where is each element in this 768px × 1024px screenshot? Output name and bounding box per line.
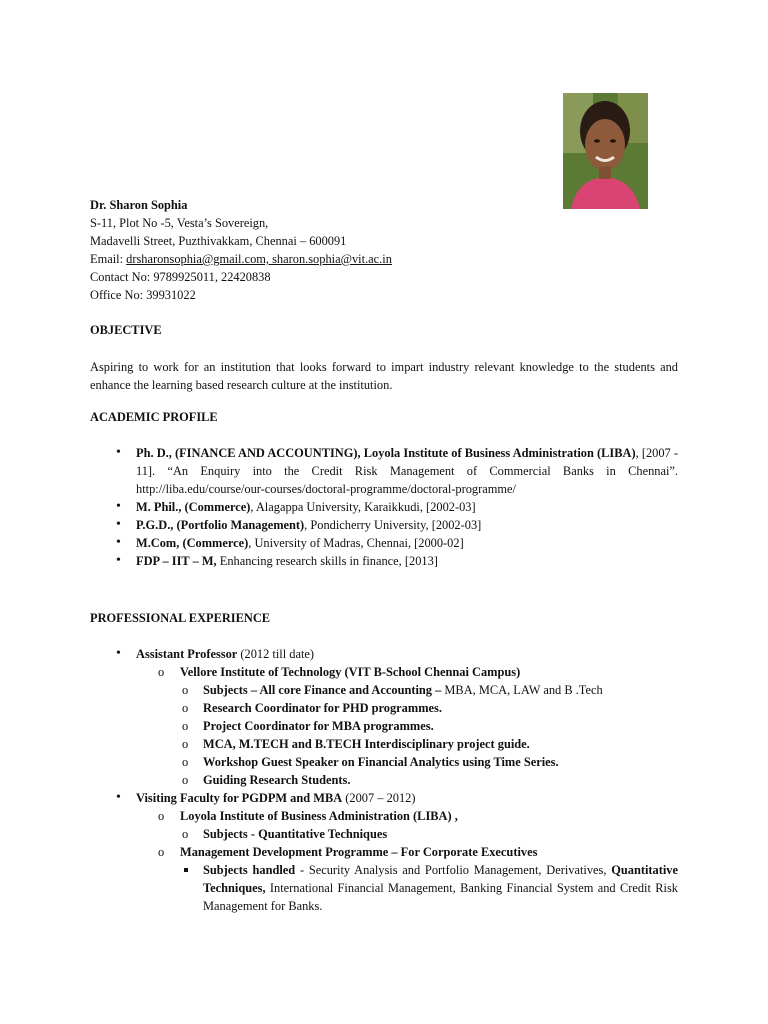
circle-bullet-icon: o	[182, 755, 189, 769]
subjects-handled-quant: Quantitative Techniques,	[203, 863, 678, 895]
list-item-mdp	[90, 843, 690, 861]
list-item-mcom	[90, 534, 690, 552]
contact-number: Contact No: 9789925011, 22420838	[90, 270, 271, 284]
email-label: Email:	[90, 252, 127, 266]
subjects-handled-label: Subjects handled	[203, 863, 296, 877]
pgd-text	[136, 516, 481, 534]
circle-bullet-icon: o	[182, 737, 189, 751]
subjects-handled-text	[203, 861, 678, 915]
academic-list	[90, 444, 690, 570]
fdp-title: FDP – IIT – M,	[136, 554, 217, 568]
circle-bullet-icon: o	[158, 845, 165, 859]
address-line-2: Madavelli Street, Puzthivakkam, Chennai – 600091	[90, 234, 347, 248]
mphil-degree: M. Phil., (Commerce)	[136, 500, 251, 514]
bullet-icon: •	[116, 445, 121, 460]
assistant-professor-period: (2012 till date)	[237, 647, 315, 661]
mcom-details: , University of Madras, Chennai, [2000-02]	[248, 536, 464, 550]
list-item-subjects-handled	[90, 861, 690, 915]
list-item-guiding	[90, 771, 690, 789]
vit-institution: Vellore Institute of Technology (VIT B-School Chennai Campus)	[180, 665, 521, 679]
list-item-assistant-professor	[90, 645, 690, 663]
list-item-phd	[90, 444, 690, 498]
list-item-liba	[90, 807, 690, 825]
research-coordinator-text: Research Coordinator for PHD programmes.	[203, 701, 442, 715]
liba-subjects-text: Subjects - Quantitative Techniques	[203, 827, 388, 841]
circle-bullet-icon: o	[182, 701, 189, 715]
bullet-icon: •	[116, 517, 121, 532]
mphil-text	[136, 498, 476, 516]
subjects-handled-part-2: International Financial Management, Banking Financial System and Credit Risk Management for Banks.	[203, 881, 678, 913]
square-bullet-icon	[184, 868, 188, 872]
list-item-fdp	[90, 552, 690, 570]
list-item-workshop	[90, 753, 690, 771]
bullet-icon: •	[116, 553, 121, 568]
phd-text	[136, 444, 678, 498]
project-coordinator-text: Project Coordinator for MBA programmes.	[203, 719, 434, 733]
phd-details: , [2007 - 11]. “An Enquiry into the Credit Risk Management of Commercial Banks in Chennai”. http://liba.edu/course/our-courses/doctoral-programme/doctoral-programme/	[136, 446, 678, 496]
mcom-text	[136, 534, 464, 552]
fdp-details: Enhancing research skills in finance, [2013]	[216, 554, 438, 568]
circle-bullet-icon: o	[182, 683, 189, 697]
office-number: Office No: 39931022	[90, 288, 196, 302]
subjects-handled-part-1: - Security Analysis and Portfolio Management, Derivatives,	[295, 863, 612, 877]
academic-heading: ACADEMIC PROFILE	[90, 410, 218, 424]
list-item-liba-subjects	[90, 825, 690, 843]
bullet-icon: •	[116, 499, 121, 514]
circle-bullet-icon: o	[182, 773, 189, 787]
bullet-icon: •	[116, 790, 121, 805]
visiting-faculty-period: (2007 – 2012)	[342, 791, 416, 805]
circle-bullet-icon: o	[182, 719, 189, 733]
vit-subjects-label: Subjects – All core Finance and Accounting –	[203, 683, 442, 697]
liba-institution: Loyola Institute of Business Administration (LIBA) ,	[180, 809, 458, 823]
bullet-icon: •	[116, 646, 121, 661]
circle-bullet-icon: o	[158, 665, 165, 679]
list-item-vit-subjects	[90, 681, 690, 699]
candidate-name: Dr. Sharon Sophia	[90, 198, 188, 212]
pgd-details: , Pondicherry University, [2002-03]	[304, 518, 482, 532]
profile-photo	[563, 93, 648, 209]
email-link[interactable]: drsharonsophia@gmail.com, sharon.sophia@vit.ac.in	[126, 252, 392, 266]
list-item-interdisciplinary	[90, 735, 690, 753]
phd-degree: Ph. D., (FINANCE AND ACCOUNTING), Loyola Institute of Business Administration (LIBA)	[136, 446, 636, 460]
assistant-professor-title: Assistant Professor	[136, 647, 238, 661]
workshop-text: Workshop Guest Speaker on Financial Analytics using Time Series.	[203, 755, 559, 769]
circle-bullet-icon: o	[158, 809, 165, 823]
list-item-vit	[90, 663, 690, 681]
vit-subjects-text	[203, 681, 603, 699]
email-line	[90, 250, 690, 268]
guiding-text: Guiding Research Students.	[203, 773, 351, 787]
mdp-text: Management Development Programme – For Corporate Executives	[180, 845, 538, 859]
experience-list	[90, 645, 690, 915]
interdisciplinary-text: MCA, M.TECH and B.TECH Interdisciplinary project guide.	[203, 737, 530, 751]
vit-subjects-programs: MBA, MCA, LAW and B .Tech	[441, 683, 603, 697]
list-item-mphil	[90, 498, 690, 516]
mphil-details: , Alagappa University, Karaikkudi, [2002-03]	[250, 500, 476, 514]
objective-text: Aspiring to work for an institution that looks forward to impart industry relevant knowledge to the students and enhance the learning based research culture at the institution.	[90, 360, 678, 392]
pgd-degree: P.G.D., (Portfolio Management)	[136, 518, 305, 532]
list-item-visiting-faculty	[90, 789, 690, 807]
visiting-faculty-text	[136, 789, 415, 807]
list-item-project-coordinator	[90, 717, 690, 735]
list-item-pgd	[90, 516, 690, 534]
contact-block	[90, 196, 690, 304]
objective-heading: OBJECTIVE	[90, 323, 162, 337]
bullet-icon: •	[116, 535, 121, 550]
address-line-1: S-11, Plot No -5, Vesta’s Sovereign,	[90, 216, 269, 230]
experience-heading: PROFESSIONAL EXPERIENCE	[90, 611, 271, 625]
visiting-faculty-title: Visiting Faculty for PGDPM and MBA	[136, 791, 343, 805]
assistant-professor-text	[136, 645, 314, 663]
mcom-degree: M.Com, (Commerce)	[136, 536, 249, 550]
list-item-research-coordinator	[90, 699, 690, 717]
fdp-text	[136, 552, 438, 570]
circle-bullet-icon: o	[182, 827, 189, 841]
